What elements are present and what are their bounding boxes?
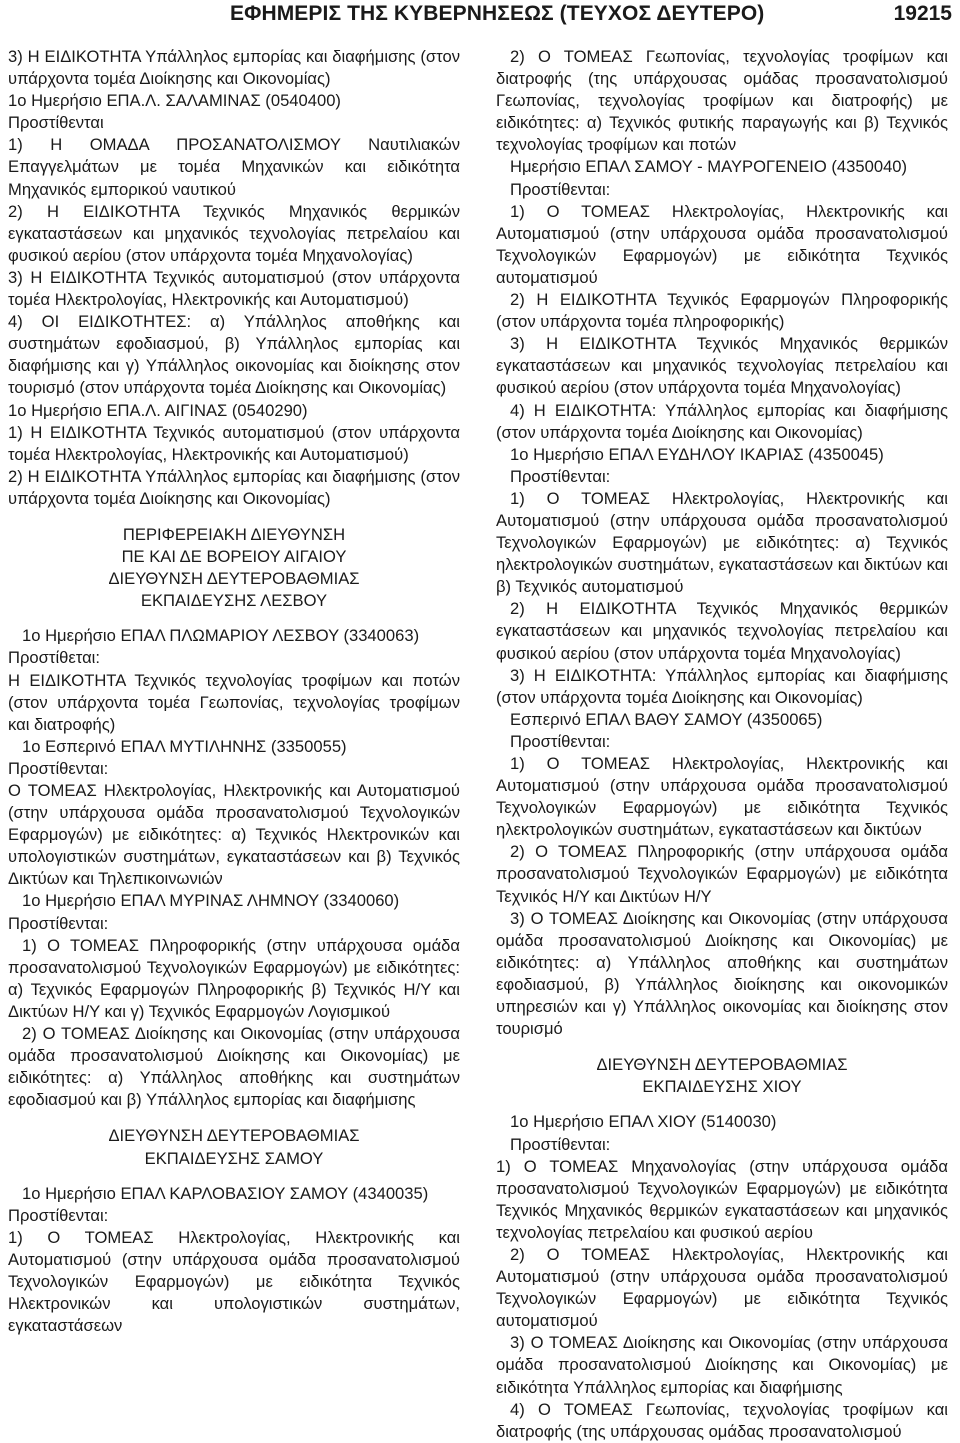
left-column — [8, 46, 460, 1337]
paragraph: 3) Ο ΤΟΜΕΑΣ Διοίκησης και Οικονομίας (στην υπάρχουσα ομάδα προσανατολισμού Διοίκησης και Οικονομίας) με ειδικότητες: α) Υπάλληλος αποθήκης και συστημάτων εφοδιασμού, β) Υπάλληλος διοίκησης και οικονομικών υπηρεσιών και γ) Υπάλληλος οικονομίας και διοίκησης στον τουρισμό — [496, 908, 948, 1039]
section-heading — [8, 524, 460, 612]
paragraph: Προστίθενται: — [510, 179, 611, 199]
paragraph: 1) Ο ΤΟΜΕΑΣ Ηλεκτρολογίας, Ηλεκτρονικής και Αυτοματισμού (στην υπάρχουσα ομάδα προσανατολισμού Τεχνολογικών Εφαρμογών) με ειδικότητες: α) Τεχνικός ηλεκτρολογικών συστημάτων, εγκαταστάσεων και δικτύων και β) Τεχνικός αυτοματισμού — [496, 488, 948, 597]
page-header — [0, 0, 960, 36]
paragraph: 1) Ο ΤΟΜΕΑΣ Πληροφορικής (στην υπάρχουσα ομάδα προσανατολισμού Τεχνολογικών Εφαρμογών) με ειδικότητες: α) Τεχνικός Εφαρμογών Πληροφορικής β) Τεχνικός Η/Υ και Δικτύων Η/Υ και γ) Τεχνικός Εφαρμογών Λογισμικού — [8, 935, 460, 1021]
paragraph: 3) Η ΕΙΔΙΚΟΤΗΤΑ Τεχνικός αυτοματισμού (στον υπάρχοντα τομέα Ηλεκτρολογίας, Ηλεκτρονικής και Αυτοματισμού) — [8, 267, 460, 310]
heading-line: ΕΚΠΑΙΔΕΥΣΗΣ ΛΕΣΒΟΥ — [140, 591, 328, 611]
section-heading — [8, 1125, 460, 1169]
paragraph: Προστίθενται: — [510, 1134, 611, 1154]
gazette-title: ΕΦΗΜΕΡΙΣ ΤΗΣ ΚΥΒΕΡΝΗΣΕΩΣ (ΤΕΥΧΟΣ ΔΕΥΤΕΡΟ) — [230, 2, 765, 25]
school-title: 1ο Ημερήσιο ΕΠΑΛ ΚΑΡΛΟΒΑΣΙΟΥ ΣΑΜΟΥ (4340035) — [22, 1183, 429, 1203]
paragraph: Προστίθενται: — [510, 731, 611, 751]
paragraph: Προστίθεται: — [8, 648, 100, 668]
paragraph: 2) Η ΕΙΔΙΚΟΤΗΤΑ Τεχνικός Μηχανικός θερμικών εγκαταστάσεων και μηχανικός τεχνολογίας πετρελαίου και φυσικού αερίου (στον υπάρχοντα τομέα Μηχανολογίας) — [8, 201, 460, 265]
school-title: 1ο Εσπερινό ΕΠΑΛ ΜΥΤΙΛΗΝΗΣ (3350055) — [22, 736, 347, 756]
school-title: Ημερήσιο ΕΠΑΛ ΣΑΜΟΥ - ΜΑΥΡΟΓΕΝΕΙΟ (4350040) — [510, 157, 908, 177]
paragraph: 1) Ο ΤΟΜΕΑΣ Ηλεκτρολογίας, Ηλεκτρονικής και Αυτοματισμού (στην υπάρχουσα ομάδα προσανατολισμού Τεχνολογικών Εφαρμογών) με ειδικότητα Τεχνικός αυτοματισμού — [496, 201, 948, 287]
heading-line: ΔΙΕΥΘΥΝΣΗ ΔΕΥΤΕΡΟΒΑΘΜΙΑΣ — [108, 1126, 360, 1146]
paragraph: 3) Η ΕΙΔΙΚΟΤΗΤΑ Τεχνικός Μηχανικός θερμικών εγκαταστάσεων και μηχανικός τεχνολογίας πετρελαίου και φυσικού αερίου (στον υπάρχοντα τομέα Μηχανολογίας) — [496, 334, 948, 398]
paragraph: 4) ΟΙ ΕΙΔΙΚΟΤΗΤΕΣ: α) Υπάλληλος αποθήκης και συστημάτων εφοδιασμού, β) Υπάλληλος εμπορίας και διαφήμισης και γ) Υπάλληλος οικονομίας και διοίκησης στον τουρισμό (στον υπάρχοντα τομέα Διοίκησης και Οικονομίας) — [8, 312, 460, 398]
paragraph: Προστίθενται: — [8, 1205, 109, 1225]
paragraph: 2) Η ΕΙΔΙΚΟΤΗΤΑ Τεχνικός Εφαρμογών Πληροφορικής (στον υπάρχοντα τομέα πληροφορικής) — [496, 290, 948, 332]
paragraph: Προστίθενται: — [8, 913, 109, 933]
paragraph: 1) Ο ΤΟΜΕΑΣ Ηλεκτρολογίας, Ηλεκτρονικής και Αυτοματισμού (στην υπάρχουσα ομάδα προσανατολισμού Τεχνολογικών Εφαρμογών) με ειδικότητα Τεχνικός ηλεκτρολογικών συστημάτων, εγκαταστάσεων και δικτύων — [496, 754, 948, 840]
heading-line: ΠΕΡΙΦΕΡΕΙΑΚΗ ΔΙΕΥΘΥΝΣΗ — [122, 524, 346, 544]
paragraph: 2) Η ΕΙΔΙΚΟΤΗΤΑ Υπάλληλος εμπορίας και διαφήμισης (στον υπάρχοντα τομέα Διοίκησης και Οικονομίας) — [8, 466, 460, 508]
paragraph: 3) Η ΕΙΔΙΚΟΤΗΤΑ: Υπάλληλος εμπορίας και διαφήμισης (στον υπάρχοντα τομέα Διοίκησης και Οικονομίας) — [496, 665, 948, 707]
school-title: 1ο Ημερήσιο ΕΠΑΛ ΠΛΩΜΑΡΙΟΥ ΛΕΣΒΟΥ (3340063) — [22, 626, 420, 646]
paragraph: Προστίθενται: — [8, 758, 109, 778]
paragraph: Ο ΤΟΜΕΑΣ Ηλεκτρολογίας, Ηλεκτρονικής και Αυτοματισμού (στην υπάρχουσα ομάδα προσανατολισμού Τεχνολογικών Εφαρμογών) με ειδικότητες: α) Τεχνικός Ηλεκτρονικών και υπολογιστικών συστημάτων, εγκαταστάσεων και β) Τεχνικός Δικτύων και Τηλεπικοινωνιών — [8, 781, 460, 889]
paragraph: 3) Ο ΤΟΜΕΑΣ Διοίκησης και Οικονομίας (στην υπάρχουσα ομάδα προσανατολισμού Διοίκησης και Οικονομίας) με ειδικότητα Υπάλληλος εμπορίας και διαφήμισης — [496, 1333, 948, 1397]
school-title: 1ο Ημερήσιο ΕΠΑ.Λ. ΣΑΛΑΜΙΝΑΣ (0540400) — [8, 91, 341, 111]
heading-line: ΕΚΠΑΙΔΕΥΣΗΣ ΧΙΟΥ — [642, 1077, 802, 1097]
paragraph: Προστίθενται: — [510, 466, 611, 486]
school-title: Εσπερινό ΕΠΑΛ ΒΑΘΥ ΣΑΜΟΥ (4350065) — [510, 709, 823, 729]
heading-line: ΠΕ ΚΑΙ ΔΕ ΒΟΡΕΙΟΥ ΑΙΓΑΙΟΥ — [121, 547, 347, 567]
paragraph: 1) Η ΕΙΔΙΚΟΤΗΤΑ Τεχνικός αυτοματισμού (στον υπάρχοντα τομέα Ηλεκτρολογίας, Ηλεκτρονικής και Αυτοματισμού) — [8, 422, 460, 464]
paragraph: 1) Η ΟΜΑΔΑ ΠΡΟΣΑΝΑΤΟΛΙΣΜΟΥ Ναυτιλιακών Επαγγελμάτων με τομέα Μηχανικών και ειδικότητα Μηχανικός εμπορικού ναυτικού — [8, 135, 460, 199]
paragraph: 2) Ο ΤΟΜΕΑΣ Πληροφορικής (στην υπάρχουσα ομάδα προσανατολισμού Τεχνολογικών Εφαρμογών) με ειδικότητα Τεχνικός Η/Υ και Δικτύων Η/Υ — [496, 842, 948, 906]
section-heading — [496, 1054, 948, 1098]
paragraph: 2) Η ΕΙΔΙΚΟΤΗΤΑ Τεχνικός Μηχανικός θερμικών εγκαταστάσεων και μηχανικός τεχνολογίας πετρελαίου και φυσικού αερίου (στον υπάρχοντα τομέα Μηχανολογίας) — [496, 599, 948, 663]
school-title: 1ο Ημερήσιο ΕΠΑΛ ΜΥΡΙΝΑΣ ΛΗΜΝΟΥ (3340060) — [22, 891, 400, 911]
heading-line: ΔΙΕΥΘΥΝΣΗ ΔΕΥΤΕΡΟΒΑΘΜΙΑΣ — [108, 569, 360, 589]
paragraph: 2) Ο ΤΟΜΕΑΣ Διοίκησης και Οικονομίας (στην υπάρχουσα ομάδα προσανατολισμού Διοίκησης και Οικονομίας) με ειδικότητες: α) Υπάλληλος αποθήκης και συστημάτων εφοδιασμού και β) Υπάλληλος εμπορίας και διαφήμισης — [8, 1024, 460, 1110]
paragraph: 1) Ο ΤΟΜΕΑΣ Μηχανολογίας (στην υπάρχουσα ομάδα προσανατολισμού Τεχνολογικών Εφαρμογών) με ειδικότητα Τεχνικός Μηχανικός θερμικών εγκαταστάσεων και μηχανικός τεχνολογίας πετρελαίου και φυσικού αερίου — [496, 1156, 948, 1242]
paragraph: 1) Ο ΤΟΜΕΑΣ Ηλεκτρολογίας, Ηλεκτρονικής και Αυτοματισμού (στην υπάρχουσα ομάδα προσανατολισμού Τεχνολογικών Εφαρμογών) με ειδικότητα Τεχνικός Ηλεκτρονικών και υπολογιστικών συστημάτων, εγκαταστάσεων — [8, 1227, 460, 1336]
school-title: 1ο Ημερήσιο ΕΠΑ.Λ. ΑΙΓΙΝΑΣ (0540290) — [8, 400, 308, 420]
school-title: 1ο Ημερήσιο ΕΠΑΛ ΕΥΔΗΛΟΥ ΙΚΑΡΙΑΣ (4350045) — [510, 444, 884, 464]
right-column — [496, 46, 948, 1443]
paragraph: 3) Η ΕΙΔΙΚΟΤΗΤΑ Υπάλληλος εμπορίας και διαφήμισης (στον υπάρχοντα τομέα Διοίκησης και Οικονομίας) — [8, 47, 460, 89]
heading-line: ΕΚΠΑΙΔΕΥΣΗΣ ΣΑΜΟΥ — [144, 1148, 324, 1168]
paragraph: Προστίθενται — [8, 113, 104, 133]
page-number: 19215 — [893, 2, 952, 25]
school-title: 1ο Ημερήσιο ΕΠΑΛ ΧΙΟΥ (5140030) — [510, 1112, 777, 1132]
paragraph: 2) Ο ΤΟΜΕΑΣ Γεωπονίας, τεχνολογίας τροφίμων και διατροφής (της υπάρχουσας ομάδας προσανατολισμού Γεωπονίας, τεχνολογίας τροφίμων και διατροφής) με ειδικότητες: α) Τεχνικός φυτικής παραγωγής και β) Τεχνικός τεχνολογίας τροφίμων και ποτών — [496, 47, 948, 155]
paragraph: 4) Η ΕΙΔΙΚΟΤΗΤΑ: Υπάλληλος εμπορίας και διαφήμισης (στον υπάρχοντα τομέα Διοίκησης και Οικονομίας) — [496, 400, 948, 442]
heading-line: ΔΙΕΥΘΥΝΣΗ ΔΕΥΤΕΡΟΒΑΘΜΙΑΣ — [596, 1055, 848, 1075]
paragraph: Η ΕΙΔΙΚΟΤΗΤΑ Τεχνικός τεχνολογίας τροφίμων και ποτών (στον υπάρχοντα τομέα Γεωπονίας, τεχνολογίας τροφίμων και διατροφής) — [8, 670, 460, 734]
paragraph: 2) Ο ΤΟΜΕΑΣ Ηλεκτρολογίας, Ηλεκτρονικής και Αυτοματισμού (στην υπάρχουσα ομάδα προσανατολισμού Τεχνολογικών Εφαρμογών) με ειδικότητα Τεχνικός αυτοματισμού — [496, 1244, 948, 1331]
paragraph: 4) Ο ΤΟΜΕΑΣ Γεωπονίας, τεχνολογίας τροφίμων και διατροφής (της υπάρχουσας ομάδας προσανατολισμού — [496, 1399, 948, 1441]
